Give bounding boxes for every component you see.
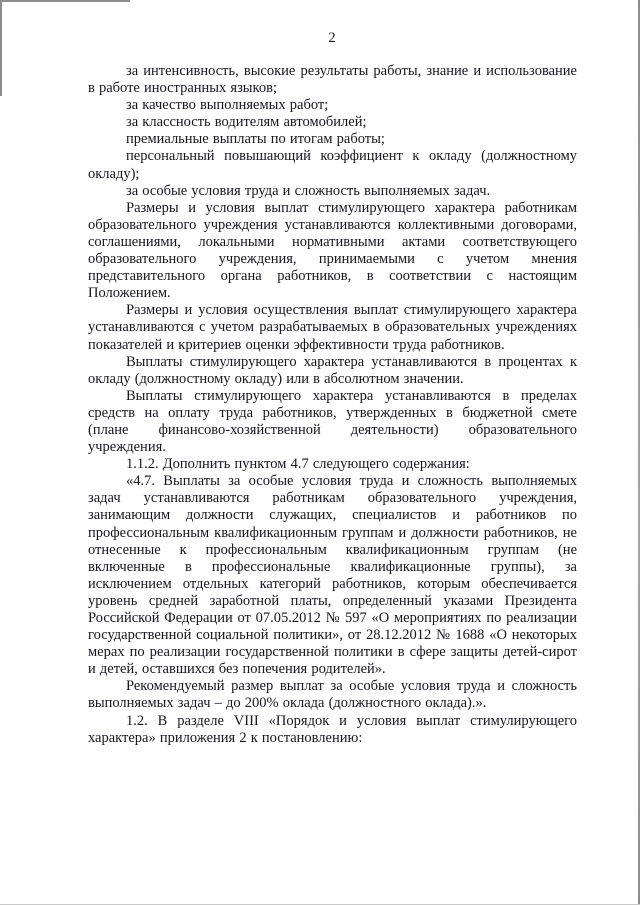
document-body — [88, 63, 577, 747]
paragraph: за интенсивность, высокие результаты работы, знание и использование в работе иностранных языков; — [88, 63, 577, 97]
paragraph: «4.7. Выплаты за особые условия труда и сложность выполняемых задач устанавливаются работникам образовательного учреждения, занимающим должности служащих, специалистов и работников по профессиональным квалификационным группам и должности работников, не отнесенные к профессиональным квалификационным группам (не включенные в профессиональные квалификационные группы), за исключением отдельных категорий работников, которым обеспечивается уровень средней заработной платы, определенный указами Президента Российской Федерации от 07.05.2012 № 597 «О мероприятиях по реализации государственной социальной политики», от 28.12.2012 № 1688 «О некоторых мерах по реализации государственной политики в сфере защиты детей-сирот и детей, оставшихся без попечения родителей». — [88, 473, 577, 678]
paragraph: Размеры и условия выплат стимулирующего характера работникам образовательного учреждения устанавливаются коллективными договорами, соглашениями, локальными нормативными актами соответствующего образовательного учреждения, принимаемыми с учетом мнения представительного органа работников, в соответствии с настоящим Положением. — [88, 199, 577, 302]
paragraph: персональный повышающий коэффициент к окладу (должностному окладу); — [88, 148, 577, 182]
paragraph: 1.1.2. Дополнить пунктом 4.7 следующего содержания: — [126, 456, 470, 473]
page-number: 2 — [328, 30, 336, 46]
paragraph: 1.2. В разделе VIII «Порядок и условия выплат стимулирующего характера» приложения 2 к постановлению: — [88, 712, 577, 746]
paragraph: Выплаты стимулирующего характера устанавливаются в пределах средств на оплату труда работников, утвержденных в бюджетной смете (плане финансово-хозяйственной деятельности) образовательного учреждения. — [88, 387, 577, 456]
paragraph: за качество выполняемых работ; — [126, 97, 329, 114]
scan-edge-top — [0, 0, 130, 2]
paragraph: за классность водителям автомобилей; — [126, 114, 367, 131]
scan-edge-left — [0, 0, 2, 96]
paragraph: Размеры и условия осуществления выплат стимулирующего характера устанавливаются с учетом разрабатываемых в образовательных учреждениях показателей и критериев оценки эффективности труда работников. — [88, 302, 577, 353]
paragraph: Выплаты стимулирующего характера устанавливаются в процентах к окладу (должностному окладу) или в абсолютном значении. — [88, 353, 577, 387]
paragraph: за особые условия труда и сложность выполняемых задач. — [126, 182, 491, 199]
paragraph: Рекомендуемый размер выплат за особые условия труда и сложность выполняемых задач – до 200% оклада (должностного оклада).». — [88, 678, 577, 712]
paragraph: премиальные выплаты по итогам работы; — [126, 131, 385, 148]
